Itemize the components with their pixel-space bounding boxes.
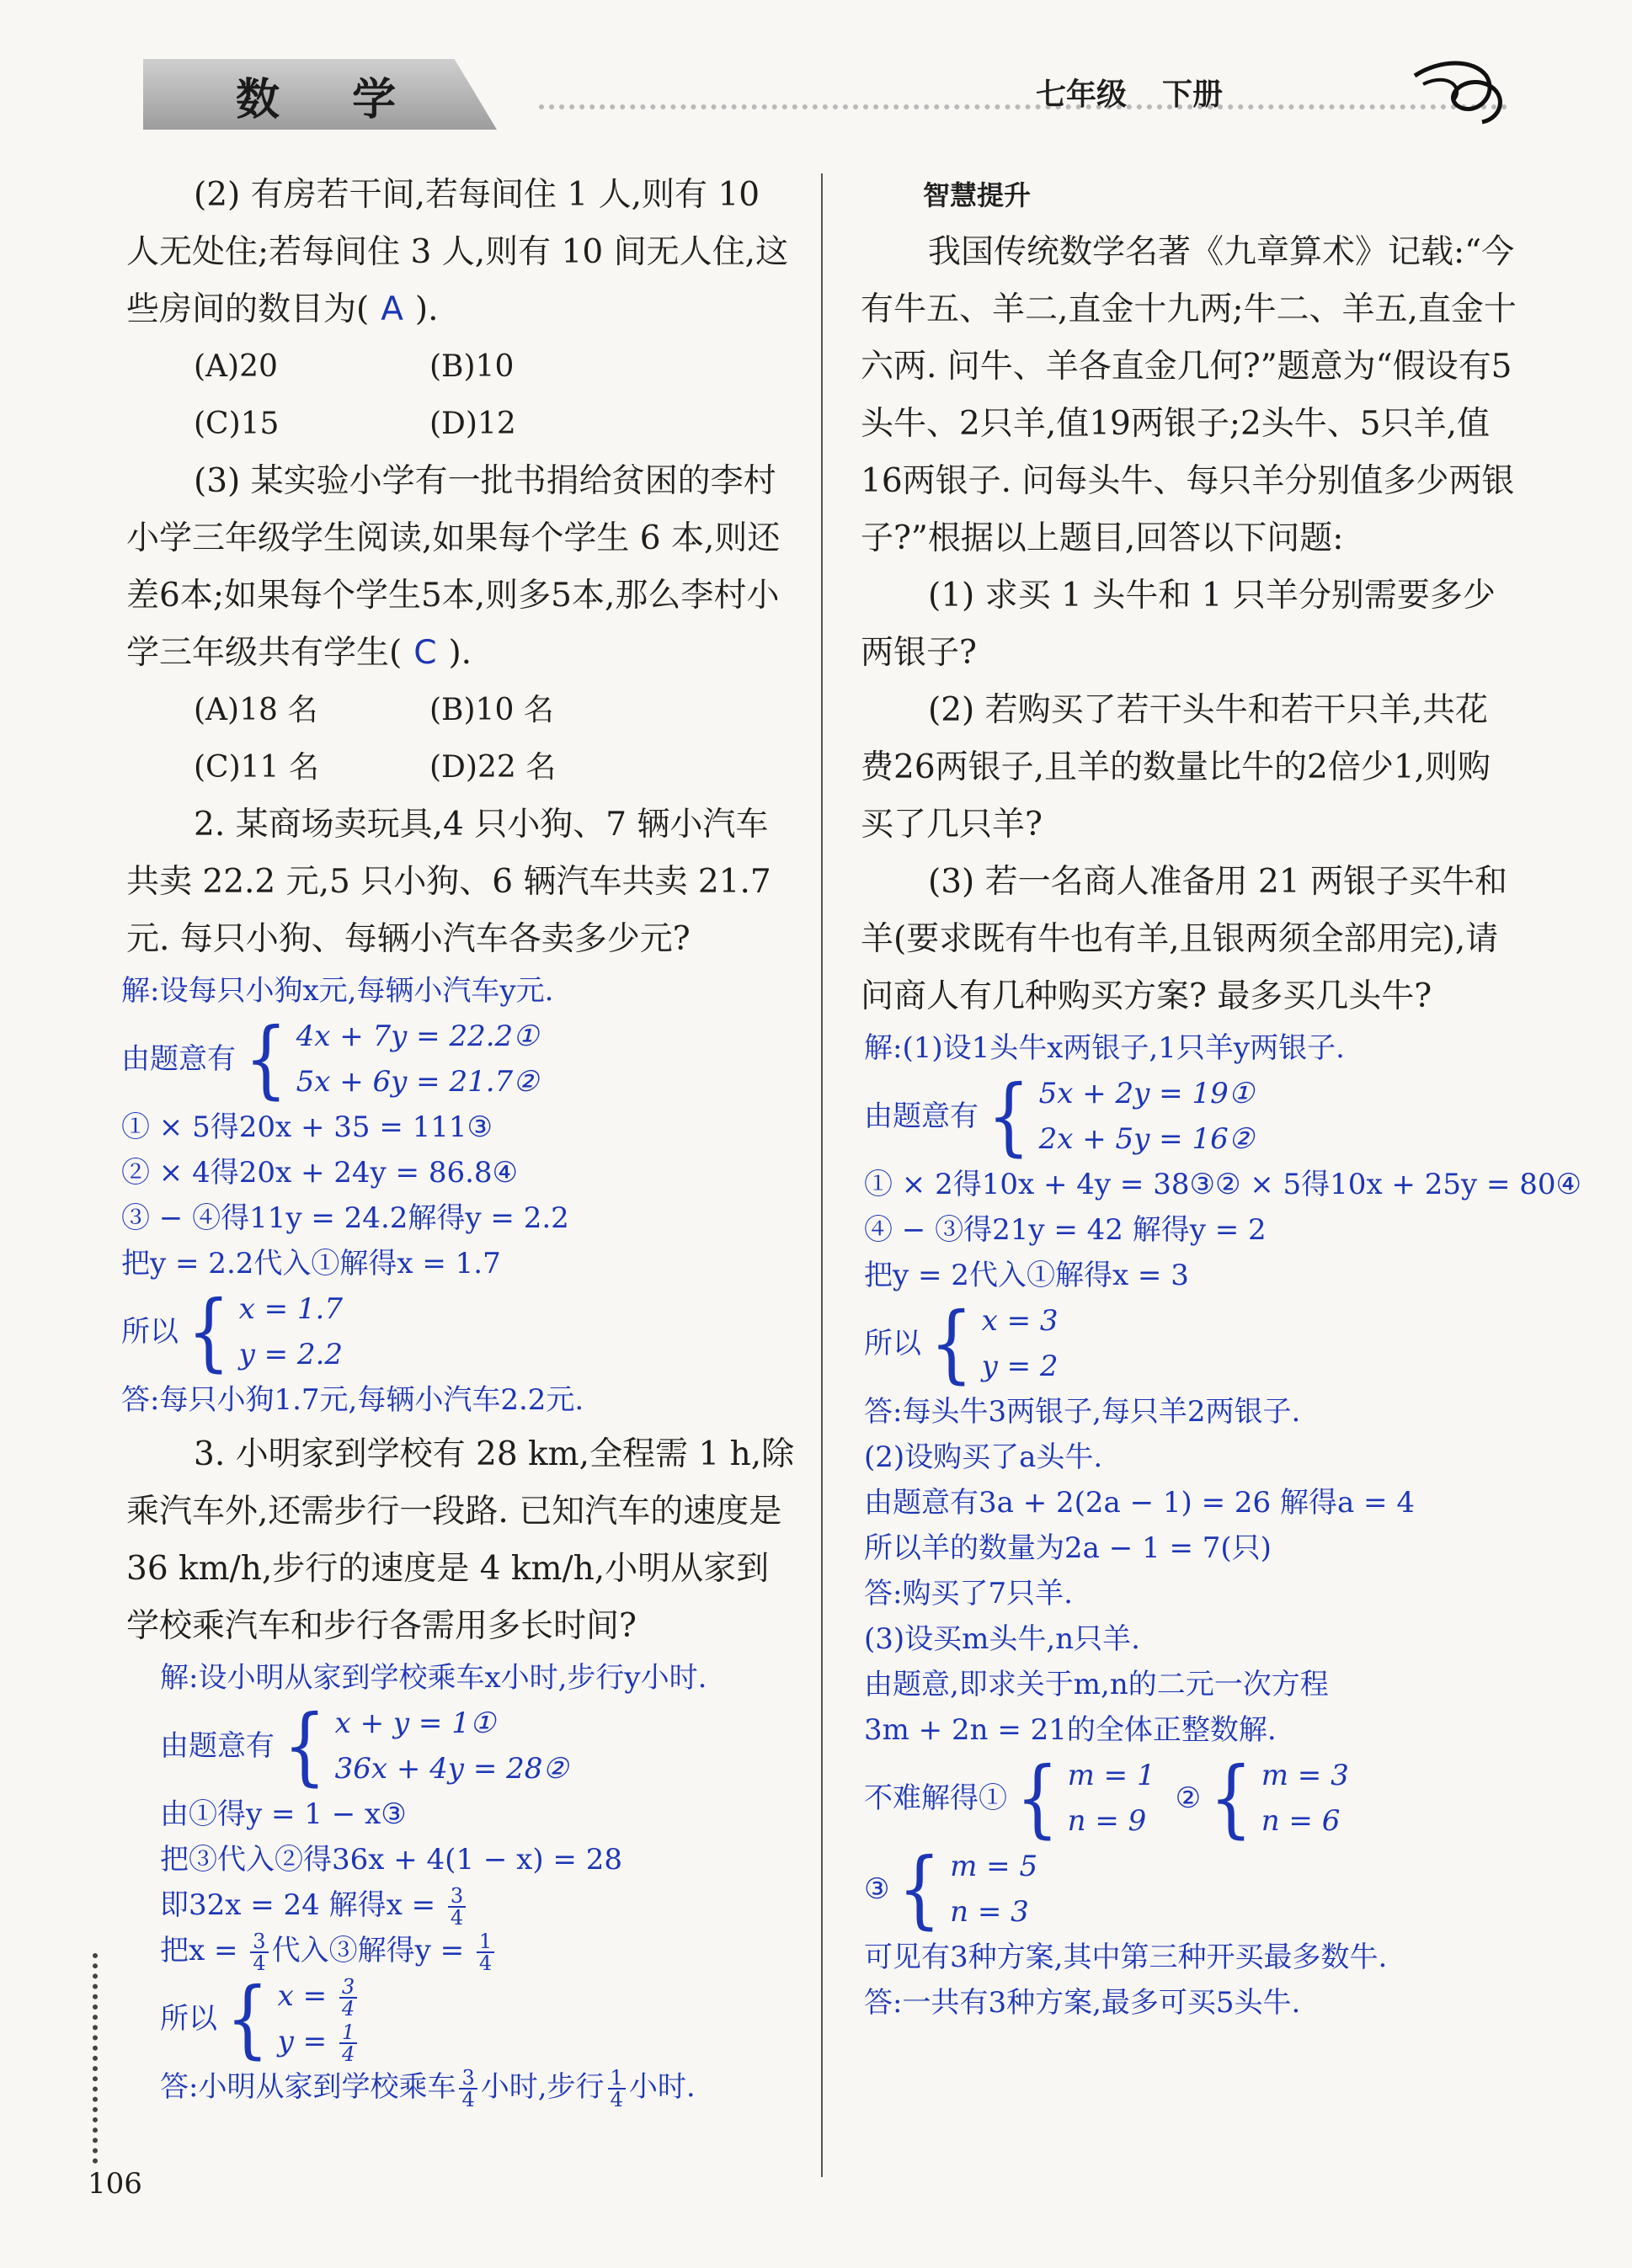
grade-label: [1036, 71, 1223, 114]
solution-line: 所以羊的数量为2a − 1 = 7(只): [864, 1531, 1272, 1565]
option: (C)11 名: [194, 750, 319, 785]
question-3-options-row1: [126, 682, 800, 739]
option: (D)22 名: [429, 750, 557, 785]
solution-line: ④ − ③得21y = 42 解得y = 2: [864, 1213, 1267, 1247]
fraction: $\frac{3}{4}$: [250, 1931, 268, 1973]
option: (B)10 名: [429, 693, 554, 727]
side-dotted-line: [93, 1953, 98, 2164]
equation-system: 由题意有 { x + y = 1① 36x + 4y = 28②: [160, 1696, 568, 1795]
solution-line: 由题意,即求关于m,n的二元一次方程: [864, 1668, 1329, 1701]
sub-question-2: (2) 若购买了若干头牛和若干只羊,共花费26两银子,且羊的数量比牛的2倍少1,则购买了几只羊?: [861, 691, 1491, 844]
equation: y = 2.2: [238, 1338, 344, 1371]
left-column: [121, 167, 800, 2111]
solution-line: 可见有3种方案,其中第三种开买最多数牛.: [864, 1941, 1388, 1974]
page-number: 106: [88, 2167, 142, 2201]
solution-line: 把y = 2.2代入①解得x = 1.7: [121, 1247, 501, 1280]
solution-line: ② × 4得20x + 24y = 86.8④: [121, 1156, 519, 1190]
equation: n = 6: [1261, 1804, 1341, 1838]
answer-line: 答:一共有3种方案,最多可买5头牛.: [864, 1986, 1301, 2020]
option: (A)18 名: [194, 693, 318, 727]
equation: m = 3: [1261, 1759, 1349, 1792]
result-system: 所以 { x = 1.7 y = 2.2: [121, 1282, 344, 1381]
equation: 4x + 7y = 22.2①: [296, 1020, 539, 1053]
option: (D)12: [429, 407, 516, 441]
equation: 36x + 4y = 28②: [334, 1752, 568, 1786]
solution-line: 3m + 2n = 21的全体正整数解.: [864, 1713, 1277, 1747]
equation: 5x + 6y = 21.7②: [296, 1065, 539, 1099]
problem-3-solution: [126, 1655, 800, 2110]
problem-text: 我国传统数学名著《九章算术》记载:“今有牛五、羊二,直金十九两;牛二、羊五,直金十六两. 问牛、羊各直金几何?”题意为“假设有5头牛、2只羊,值19两银子;2头牛、5只羊,值16两银子. 问每头牛、每只羊分别值多少两银子?”根据以上题目,回答以下问题:: [861, 233, 1517, 557]
solution-line: 把③代入②得36x + 4(1 − x) = 28: [160, 1843, 622, 1877]
solution-line: (3)设买m头牛,n只羊.: [864, 1622, 1140, 1656]
equation-system: 由题意有 { 4x + 7y = 22.2① 5x + 6y = 21.7②: [121, 1009, 539, 1108]
solution-line: ① × 2得10x + 4y = 38③② × 5得10x + 25y = 80④: [864, 1168, 1582, 1201]
problem-2-solution: [121, 968, 800, 1423]
sub-question-1: (1) 求买 1 头牛和 1 只羊分别需要多少两银子?: [861, 577, 1496, 672]
equation: x = 1.7: [238, 1292, 343, 1326]
equation: y = 2: [981, 1350, 1059, 1383]
equation-system: 由题意有 { 5x + 2y = 19① 2x + 5y = 16②: [864, 1067, 1255, 1165]
question-2-text: (2) 有房若干间,若每间住 1 人,则有 10 人无处住;若每间住 3 人,则有 10 间无人住,这些房间的数目为( A ).: [126, 176, 788, 328]
solution-line: 由①得y = 1 − x③: [160, 1797, 407, 1831]
question-3-answer: C: [413, 634, 437, 672]
answer-line: 答:每只小狗1.7元,每辆小汽车2.2元.: [121, 1383, 584, 1417]
equation: x + y = 1①: [334, 1706, 496, 1740]
solution-line: (2)设购买了a头牛.: [864, 1440, 1103, 1474]
solution-options: 不难解得① { m = 1 n = 9 ② { m = 3 n = 6: [864, 1749, 1349, 1847]
equation: n = 9: [1067, 1804, 1147, 1838]
equation: 5x + 2y = 19①: [1038, 1077, 1255, 1110]
equation: 2x + 5y = 16②: [1038, 1122, 1255, 1156]
fraction: $\frac{1}{4}$: [477, 1931, 494, 1973]
option: (B)10: [429, 349, 515, 384]
question-2-options-row1: [126, 338, 800, 396]
page-header: [143, 51, 1524, 135]
result-system: 所以 { x = $\frac{3}{4}$ y = $\frac{1}{4}$: [160, 1973, 800, 2064]
question-3-options-row2: [126, 739, 800, 796]
problem-3-text: 3. 小明家到学校有 28 km,全程需 1 h,除乘汽车外,还需步行一段路. 已知汽车的速度是36 km/h,步行的速度是 4 km/h,小明从家到学校乘汽车和步行各需用多长时间?: [126, 1435, 795, 1645]
solution: [864, 1025, 1582, 2026]
solution-line: 由题意有3a + 2(2a − 1) = 26 解得a = 4: [864, 1486, 1415, 1520]
solution-line: 解:设每只小狗x元,每辆小汽车y元.: [121, 974, 554, 1008]
section-title: 智慧提升: [923, 179, 1032, 211]
option: (A)20: [194, 349, 278, 384]
column-divider: [821, 173, 823, 2177]
sub-question-3: (3) 若一名商人准备用 21 两银子买牛和羊(要求既有牛也有羊,且银两须全部用完),请问商人有几种购买方案? 最多买几头牛?: [861, 863, 1508, 1015]
result-system: 所以 { x = 3 y = 2: [864, 1294, 1059, 1392]
solution-line: ③ − ④得11y = 24.2解得y = 2.2: [121, 1201, 569, 1235]
equation: y = $\frac{1}{4}$: [278, 2019, 361, 2064]
question-2-answer: A: [381, 290, 403, 328]
question-2-options-row2: [126, 396, 800, 453]
equation: x = $\frac{3}{4}$: [278, 1973, 361, 2019]
volume-text: 下册: [1162, 77, 1224, 112]
solution-line: ① × 5得20x + 35 = 111③: [121, 1110, 493, 1144]
equation: m = 5: [950, 1850, 1038, 1883]
solution-line: 解:设小明从家到学校乘车x小时,步行y小时.: [160, 1661, 707, 1695]
solution-option-3: ③ { m = 5 n = 3: [864, 1839, 1038, 1938]
solution-line: 解:(1)设1头牛x两银子,1只羊y两银子.: [864, 1031, 1345, 1065]
problem-2-text: 2. 某商场卖玩具,4 只小狗、7 辆小汽车共卖 22.2 元,5 只小狗、6 辆汽车共卖 21.7 元. 每只小狗、每辆小汽车各卖多少元?: [126, 806, 771, 958]
solution-line: 把x = $\frac{3}{4}$ 代入③解得y = $\frac{1}{4}$: [160, 1928, 800, 1973]
answer-line: 答:小明从家到学校乘车 $\frac{3}{4}$ 小时,步行 $\frac{1}{4}$ 小时.: [160, 2066, 696, 2111]
solution-line: 把y = 2代入①解得x = 3: [864, 1259, 1189, 1292]
header-dotted-rule: [539, 104, 1507, 109]
equation: m = 1: [1067, 1759, 1155, 1792]
equation: x = 3: [981, 1304, 1059, 1338]
right-column: [861, 167, 1582, 2026]
subject-title: 数 学: [236, 74, 425, 125]
equation: n = 3: [950, 1895, 1029, 1929]
fraction: $\frac{3}{4}$: [448, 1886, 466, 1928]
question-3-text: (3) 某实验小学有一批书捐给贫困的李村小学三年级学生阅读,如果每个学生 6 本,则还差6本;如果每个学生5本,则多5本,那么李村小学三年级共有学生( C ).: [126, 462, 781, 672]
answer-line: 答:购买了7只羊.: [864, 1577, 1073, 1610]
answer-line: 答:每头牛3两银子,每只羊2两银子.: [864, 1395, 1301, 1429]
solution-line: 即32x = 24 解得x = $\frac{3}{4}$: [160, 1882, 800, 1928]
swirl-decoration-icon: [1406, 51, 1524, 126]
grade-text: 七年级: [1036, 77, 1128, 112]
option: (C)15: [194, 407, 280, 441]
